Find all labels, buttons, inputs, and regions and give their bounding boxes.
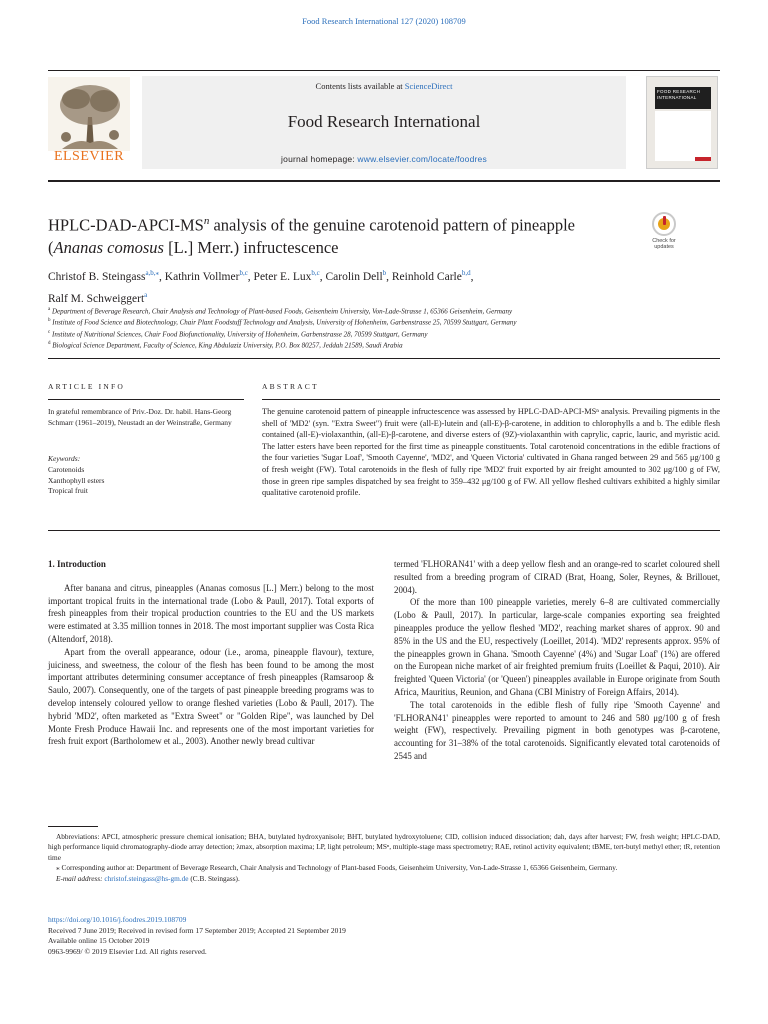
- homepage-link[interactable]: www.elsevier.com/locate/foodres: [357, 154, 487, 164]
- doi-link[interactable]: https://doi.org/10.1016/j.foodres.2019.108709: [48, 915, 187, 924]
- author-separator: ,: [470, 270, 474, 283]
- journal-name: Food Research International: [287, 112, 481, 131]
- contents-line: [142, 81, 626, 91]
- elsevier-wordmark: ELSEVIER: [53, 149, 125, 164]
- publication-info: [48, 915, 720, 957]
- online-date: Available online 15 October 2019: [48, 936, 150, 945]
- affiliation-item: $^b$ Institute of Food Science and Biotechnology, Chair Plant Foodstuff Technology and Analysis, University of Hohenheim, Garbenstrasse 25, 70599 Stuttgart, Germany: [48, 318, 517, 327]
- footnote-rule: [48, 826, 98, 827]
- body-paragraph: termed 'FLHORAN41' with a deep yellow flesh and an orange-red to scarlet coloured shell resulted from a breeding program of CIRAD (Brat, Hoang, Soler, Reynes, & Brillouet, 2004).: [394, 559, 720, 595]
- abstract-heading: ABSTRACT: [262, 382, 319, 391]
- author-affiliation-marker[interactable]: b,c: [239, 269, 248, 277]
- cover-strip: [655, 111, 711, 161]
- author-separator: ,: [319, 270, 326, 283]
- author-affiliation-marker[interactable]: a: [144, 290, 148, 299]
- section-heading-introduction: 1. Introduction: [48, 559, 106, 569]
- author-separator: ,: [159, 270, 165, 283]
- author-affiliation-marker[interactable]: b,c: [311, 269, 320, 277]
- received-dates: Received 7 June 2019; Received in revised form 17 September 2019; Accepted 21 September 2019: [48, 925, 346, 935]
- author-name[interactable]: Ralf M. Schweiggert: [48, 292, 145, 305]
- author-separator: ,: [247, 270, 254, 283]
- journal-homepage: [142, 154, 626, 164]
- body-paragraph: After banana and citrus, pineapples (Ananas comosus [L.] Merr.) belong to the most important tropical fruits in the international trade (Lobo & Paull, 2017). Total exports of fresh pineapples from their tropical production countries to the EU and the US markets were estimated at 3.35 million tonnes in 2018. The most important supplier was Costa Rica (Altendorf, 2018).: [48, 582, 374, 644]
- author-name[interactable]: Christof B. Steingass: [48, 270, 146, 283]
- check-for-updates-badge[interactable]: [646, 212, 682, 250]
- body-paragraph: The total carotenoids in the edible flesh of fully ripe 'Smooth Cayenne' and 'FLHORAN41' pineapples were reported to amount to 246 and 580 μg/100 g of fresh weight (FW), respectively. Prevailing pigment in both genotypes was β-carotene, accounting for 31–38% of the total carotenoids. Significantly elevated total carotenoids of 2545 and: [394, 699, 720, 761]
- article-info-heading: ARTICLE INFO: [48, 382, 125, 391]
- abstract-text: The genuine carotenoid pattern of pineapple infructescence was assessed by HPLC-DAD-APCI-MSⁿ analysis. Prevailing pigments in the shell of 'MD2' (syn. "Extra Sweet") fruit were (all-E)-lutein and (all-E)-β-carotene, in addition to chlorophylls a and b. The edible flesh contained (all-E)-violaxanthin, (all-E)-β-carotene, and diverse esters of (9Z)-violaxanthin with caprylic, capric, lauric, and myristic acid. The latter esters have been reported for the first time as pineapple constituents. Total carotenoid concentrations in the edible fractions of the four varieties 'Sugar Loaf', 'Smooth Cayenne', 'MD2', and 'Queen Victoria' cultivated in Ghana ranged between 29 and 565 μg/100 g of fresh weight (FW). Total carotenoids in the flesh of fully ripe 'MD2' fruit exported by air freight amounted to 302 μg/100 g of FW, those in green ripe samples dispatched by sea freight to 359–432 μg/100 g of FW. All yellow fleshed cultivars exhibited a highly similar qualitative carotenoid profile.: [262, 407, 720, 498]
- journal-banner: [142, 76, 626, 169]
- abbreviations-footnote: Abbreviations: APCI, atmospheric pressure chemical ionisation; BHA, butylated hydroxyanisole; BHT, butylated hydroxytoluene; CID, collision induced dissociation; dah, days after harvest; FW, fresh weight; HPLC-DAD, high performance liquid chromatography-diode array detection; λmax, absorption maxima; LP, light petroleum; MSⁿ, multiple-stage mass spectrometry; RAE, retinol activity equivalent; tBME, tert-butyl methyl ether; tR, retention time: [48, 832, 720, 862]
- keyword-item: Xanthophyll esters: [48, 475, 105, 485]
- article-info-rule: [48, 399, 244, 400]
- masthead-rule: [48, 180, 720, 182]
- keyword-item: Tropical fruit: [48, 486, 88, 495]
- keyword-list: [48, 465, 104, 497]
- author-name[interactable]: Kathrin Vollmer: [164, 270, 240, 283]
- author-name[interactable]: Peter E. Lux: [253, 270, 312, 283]
- author-list: [48, 264, 720, 308]
- author-name[interactable]: Reinhold Carle: [391, 270, 462, 283]
- affiliation-item: $^d$ Biological Science Department, Faculty of Science, King Abdulaziz University, P.O. Box 80257, Jeddah 21589, Saudi Arabia: [48, 340, 403, 350]
- article-title: HPLC-$DAD-APCI-MS^n$ analysis of the genuine carotenoid pattern of pineapple (Ananas comosus [L.] Merr.) infructescence: [48, 215, 575, 257]
- sciencedirect-link[interactable]: ScienceDirect: [404, 81, 453, 91]
- email-link[interactable]: christof.steingass@hs-gm.de: [104, 873, 189, 883]
- cover-title: FOOD RESEARCH INTERNATIONAL: [657, 89, 701, 100]
- author-rule: [48, 358, 720, 359]
- cover-accent: [695, 157, 711, 161]
- abstract-bottom-rule: [48, 530, 720, 531]
- masthead: [48, 70, 720, 170]
- body-column-right: [394, 558, 720, 763]
- abstract-rule: [262, 399, 720, 400]
- author-separator: ,: [386, 270, 392, 283]
- contents-prefix: Contents lists available at: [315, 81, 405, 91]
- author-name[interactable]: Carolin Dell: [325, 270, 383, 283]
- keyword-item: Carotenoids: [48, 465, 85, 474]
- check-for-updates-icon: [652, 212, 676, 236]
- body-paragraph: Apart from the overall appearance, odour (i.e., aroma, pineapple flavour), texture, juiciness, and sweetness, the colour of the flesh has been found to be among the most important attributes determining consumer acceptance of fresh pineapples (Ramsaroop & Saulo, 2007). Consequently, one of the targets of past pineapple breeding programs was to develop intensely coloured yellow to orange fleshed varieties (Lobo & Paull, 2017). The hybrid 'MD2', often marketed as "Extra Sweet" or "Golden Ripe", was launched by Del Monte Fresh Produce Hawaii Inc. and represents one of the most important varieties for fresh fruit export (Bartholomew et al., 2003). Another newly bread cultivar: [48, 646, 374, 747]
- badge-label: Check for updates: [652, 238, 676, 250]
- dedication: In grateful remembrance of Priv.-Doz. Dr. habil. Hans-Georg Schmarr (1961–2019), Neustadt an der Weinstraße, Germany: [48, 407, 232, 427]
- body-paragraph: Of the more than 100 pineapple varieties, merely 6–8 are cultivated commercially (Lobo & Paull, 2017). In particular, large-scale companies exporting sea freighted pineapples produce the yellow fleshed 'MD2', reaching market shares of approx. 90 and 85% in the US and the EU, respectively (Loeillet, 2014). 'MD2' represents approx. 95% of the pineapples grown in Ghana. 'Smooth Cayenne' (4%) and 'Sugar Loaf' (1%) are offered on the European niche market of air freighted premium fruits (Loeillet & Paqui, 2010). Air freighted 'Queen Victoria' (or 'Queen') pineapples available in Europe originate from South Africa, Mauritius, Reunion, and Ghana (CBI Ministry of Foreign Affairs, 2014).: [394, 597, 720, 697]
- email-footnote: E-mail address: christof.steingass@hs-gm.de (C.B. Steingass).: [56, 873, 240, 883]
- author-affiliation-marker[interactable]: b,d: [461, 269, 471, 277]
- affiliation-item: $^c$ Institute of Nutritional Sciences, Chair Food Biofunctionality, University of Hohenheim, Garbenstrasse 28, 70599 Stuttgart, Germany: [48, 329, 428, 338]
- journal-cover-image: [646, 76, 718, 169]
- author-affiliation-marker[interactable]: b: [382, 269, 387, 277]
- keywords-heading: Keywords:: [48, 454, 81, 463]
- body-column-left: [48, 558, 374, 748]
- affiliation-item: $^a$ Department of Beverage Research, Chair Analysis and Technology of Plant-based Foods, Geisenheim University, Von-Lade-Strasse 1, 65366 Geisenheim, Germany: [48, 307, 513, 316]
- journal-reference[interactable]: Food Research International 127 (2020) 108709: [302, 16, 466, 26]
- homepage-prefix: journal homepage:: [281, 154, 358, 164]
- corresponding-author-footnote: ⁎ Corresponding author at: Department of Beverage Research, Chair Analysis and Technology of Plant-based Foods, Geisenheim University, Von-Lade-Strasse 1, 65366 Geisenheim, Germany.: [56, 863, 618, 873]
- footnotes: [48, 832, 720, 884]
- author-affiliation-marker[interactable]: a,b,⁎: [145, 269, 160, 277]
- copyright: 0963-9969/ © 2019 Elsevier Ltd. All rights reserved.: [48, 946, 207, 956]
- affiliations: [48, 305, 720, 350]
